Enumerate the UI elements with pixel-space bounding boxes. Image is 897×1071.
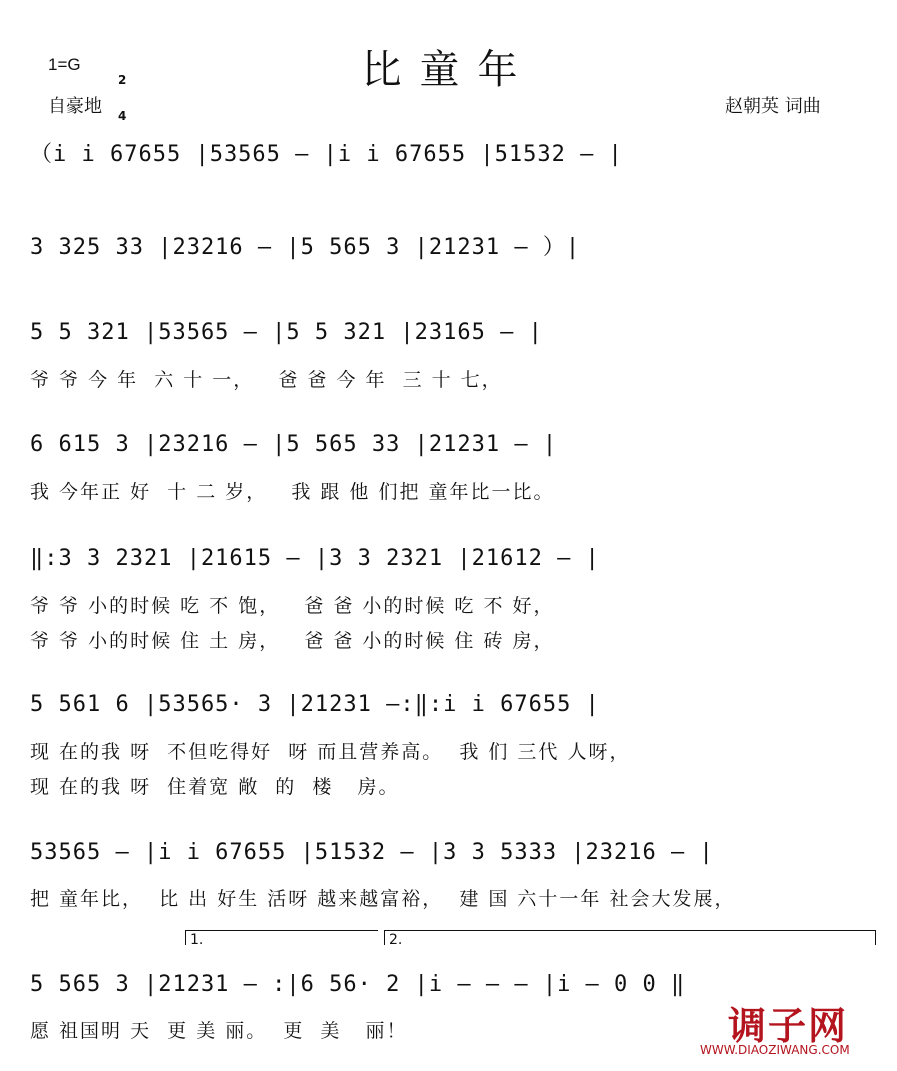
lyric-row-8: 愿 祖国明 天 更 美 丽。 更 美 丽！ [30,1020,408,1042]
meter-top: 2 [118,73,127,87]
lyric-row-3: 爷 爷 今 年 六 十 一， 爸 爸 今 年 三 十 七， [30,369,503,391]
lyric-row-6a: 现 在的我 呀 不但吃得好 呀 而且营养高。 我 们 三代 人呀， [30,741,631,763]
volta-second-ending [384,930,876,948]
volta-label-1: 1. [190,932,204,948]
notation-row-5: ‖:3 3 2321 |21615 – |3 3 2321 |21612 – | [30,546,600,571]
notation-row-4: 6 615 3 |23216 – |5 565 33 |21231 – | [30,432,558,457]
composer-credit: 赵朝英 词曲 [725,96,821,117]
time-signature [118,50,126,134]
watermark-url: WWW.DIAOZIWANG.COM [700,1043,850,1057]
notation-row-2: 3 325 33 |23216 – |5 565 3 |21231 – ）| [30,235,581,260]
lyric-row-7: 把 童年比， 比 出 好生 活呀 越来越富裕， 建 国 六十一年 社会大发展， [30,888,736,910]
volta-label-2: 2. [389,932,403,948]
lyric-row-6b: 现 在的我 呀 住着宽 敞 的 楼 房。 [30,776,400,798]
notation-row-3: 5 5 321 |53565 – |5 5 321 |23165 – | [30,320,543,345]
key-signature: 1=G [48,55,81,74]
notation-row-8: 5 565 3 |21231 – :|6 56· 2 |i – – – |i – 0 0 ‖ [30,972,686,997]
lyric-row-5b: 爷 爷 小的时候 住 土 房， 爸 爸 小的时候 住 砖 房， [30,630,555,652]
lyric-row-5a: 爷 爷 小的时候 吃 不 饱， 爸 爸 小的时候 吃 不 好， [30,595,555,617]
volta-first-ending [185,930,378,948]
notation-row-6: 5 561 6 |53565· 3 |21231 –:‖:i i 67655 | [30,692,600,717]
lyric-row-4: 我 今年正 好 十 二 岁， 我 跟 他 们把 童年比一比。 [30,481,555,503]
notation-row-7: 53565 – |i i 67655 |51532 – |3 3 5333 |23216 – | [30,840,714,865]
watermark-brand: 调子网 [728,1004,849,1048]
notation-row-1: （i i 67655 |53565 – |i i 67655 |51532 – | [30,142,623,167]
tempo-mood: 自豪地 [48,96,102,117]
song-title: 比童年 [361,47,536,93]
meter-bottom: 4 [118,109,127,123]
